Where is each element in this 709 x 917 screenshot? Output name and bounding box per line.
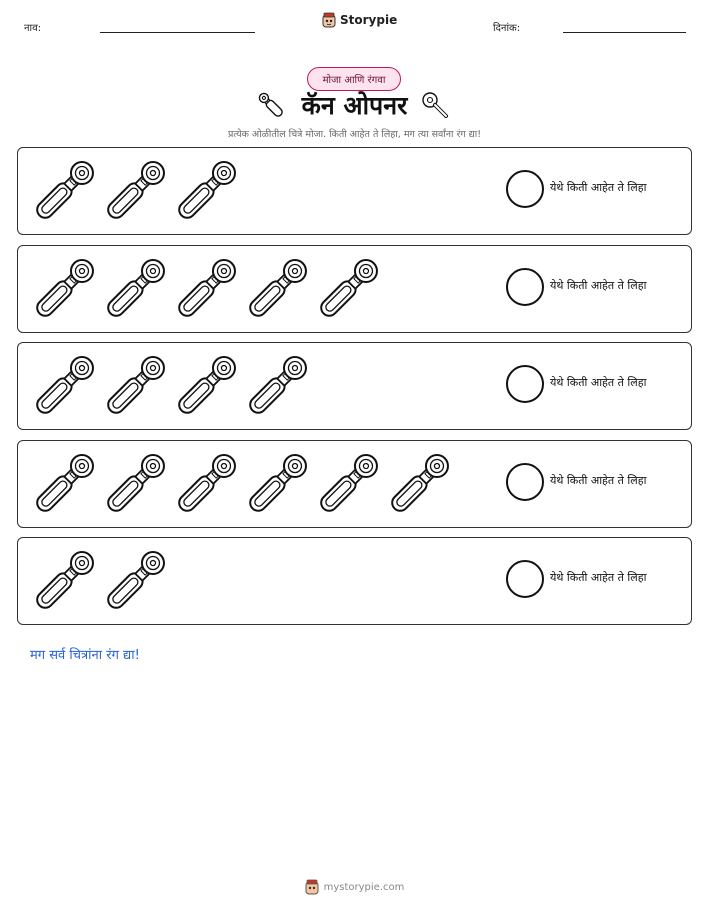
footer-note: मग सर्व चित्रांना रंग द्या! bbox=[30, 648, 140, 663]
can-opener-icon[interactable] bbox=[101, 349, 171, 421]
can-opener-icon[interactable] bbox=[385, 447, 455, 519]
activity-badge: मोजा आणि रंगवा bbox=[307, 67, 401, 91]
footer bbox=[0, 879, 709, 895]
page-title: कॅन ओपनर bbox=[301, 91, 408, 120]
name-label: नाव: bbox=[24, 23, 42, 34]
counting-row-3 bbox=[17, 342, 692, 430]
can-opener-icon[interactable] bbox=[30, 252, 100, 324]
storypie-mascot-icon bbox=[322, 12, 336, 28]
date-label: दिनांक: bbox=[493, 23, 521, 34]
count-prompt-label: येथे किती आहेत ते लिहा bbox=[550, 181, 647, 194]
can-opener-icon[interactable] bbox=[172, 252, 242, 324]
counting-row-5 bbox=[17, 537, 692, 625]
can-opener-icon[interactable] bbox=[101, 252, 171, 324]
date-line[interactable] bbox=[563, 32, 686, 33]
can-opener-icon[interactable] bbox=[172, 447, 242, 519]
count-prompt-label: येथे किती आहेत ते लिहा bbox=[550, 571, 647, 584]
brand-logo bbox=[322, 12, 397, 28]
can-opener-icon[interactable] bbox=[172, 349, 242, 421]
instructions: प्रत्येक ओळीतील चित्रे मोजा. किती आहेत ते लिहा, मग त्या सर्वांना रंग द्या! bbox=[227, 129, 482, 140]
can-opener-icon[interactable] bbox=[314, 252, 384, 324]
count-answer-circle[interactable] bbox=[506, 170, 544, 208]
count-answer-circle[interactable] bbox=[506, 365, 544, 403]
counting-row-1 bbox=[17, 147, 692, 235]
brand-name: Storypie bbox=[340, 13, 398, 27]
count-prompt-label: येथे किती आहेत ते लिहा bbox=[550, 474, 647, 487]
worksheet-header bbox=[0, 0, 709, 50]
can-opener-icon[interactable] bbox=[101, 447, 171, 519]
count-prompt-label: येथे किती आहेत ते लिहा bbox=[550, 279, 647, 292]
can-opener-icon[interactable] bbox=[172, 154, 242, 226]
counting-row-2 bbox=[17, 245, 692, 333]
can-opener-icon[interactable] bbox=[243, 252, 313, 324]
can-opener-key-icon bbox=[420, 90, 450, 120]
can-opener-icon[interactable] bbox=[30, 544, 100, 616]
can-opener-icon[interactable] bbox=[30, 447, 100, 519]
can-opener-icon[interactable] bbox=[243, 349, 313, 421]
count-answer-circle[interactable] bbox=[506, 268, 544, 306]
can-opener-icon[interactable] bbox=[243, 447, 313, 519]
footer-site: mystorypie.com bbox=[323, 881, 405, 893]
name-line[interactable] bbox=[100, 32, 255, 33]
can-opener-icon[interactable] bbox=[101, 544, 171, 616]
count-prompt-label: येथे किती आहेत ते लिहा bbox=[550, 376, 647, 389]
can-opener-icon[interactable] bbox=[314, 447, 384, 519]
counting-row-4 bbox=[17, 440, 692, 528]
storypie-mascot-icon bbox=[305, 879, 319, 895]
can-opener-icon[interactable] bbox=[30, 154, 100, 226]
can-opener-icon[interactable] bbox=[30, 349, 100, 421]
count-answer-circle[interactable] bbox=[506, 560, 544, 598]
can-opener-icon[interactable] bbox=[101, 154, 171, 226]
count-answer-circle[interactable] bbox=[506, 463, 544, 501]
